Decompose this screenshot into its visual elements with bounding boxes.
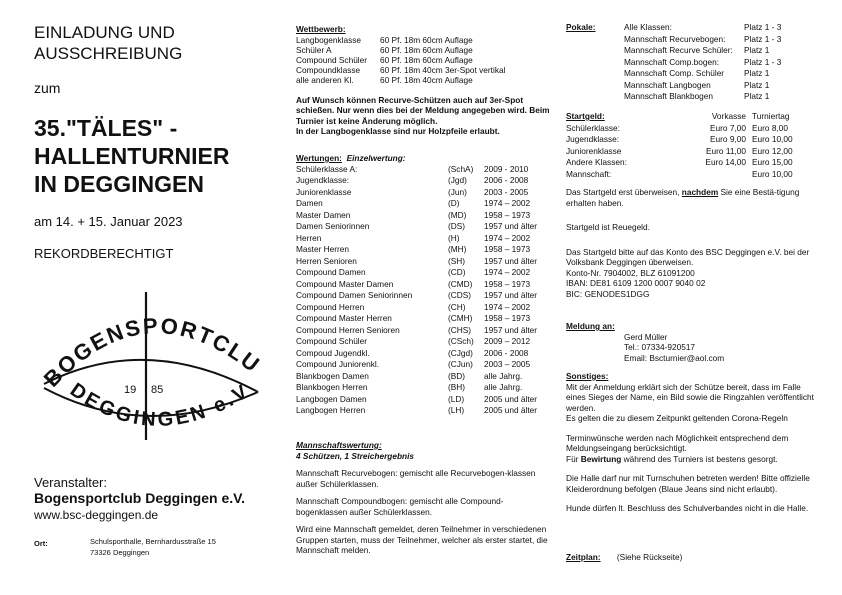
- wettbewerb-rule: 60 Pf. 18m 60cm Auflage: [380, 44, 473, 55]
- startgeld-row: [566, 134, 793, 146]
- pokal-platz: Platz 1: [744, 68, 770, 78]
- zeitplan-value: (Siehe Rückseite): [616, 552, 683, 562]
- startgeld-section: [566, 111, 816, 299]
- wertung-years: 1974 – 2002: [484, 301, 531, 312]
- konto-text: Das Startgeld bitte auf das Konto des BSC Deggingen e.V. bei der Volksbank Deggingen überweisen.: [566, 246, 810, 267]
- wertung-row: [296, 210, 537, 222]
- wettbewerb-class: alle anderen Kl.: [296, 75, 354, 86]
- logo-year-right: 85: [151, 384, 164, 396]
- wertung-years: 2005 und älter: [484, 393, 538, 404]
- wertung-code: (LH): [448, 405, 465, 415]
- startgeld-vorkasse: Euro 14,00: [705, 157, 746, 167]
- wertung-class: Blankbogen Damen: [296, 370, 369, 381]
- pokale-label-cell: [566, 57, 624, 69]
- mannschaft-p3: Wird eine Mannschaft gemeldet, deren Teilnehmer in verschiedenen Gruppen starten, muss der Teilnehmer, welcher als erster startet, die Mannschaft melden.: [296, 524, 548, 555]
- wertung-class: Jugendklasse:: [296, 175, 350, 185]
- sonstiges-p2b-c: während des Turniers ist bestens gesorgt.: [623, 453, 778, 464]
- pokal-class: Mannschaft Comp.bogen:: [624, 56, 720, 67]
- wertung-row: [296, 244, 537, 256]
- wertung-row: [296, 175, 537, 187]
- meldung-section: [566, 321, 816, 363]
- wertung-class: Langbogen Herren: [296, 405, 366, 415]
- wertung-class: Herren Senioren: [296, 255, 357, 266]
- pokal-platz: Platz 1: [744, 79, 770, 90]
- iban: IBAN: DE81 6109 1200 0007 9040 02: [566, 278, 706, 288]
- meldung-label: Meldung an:: [566, 321, 615, 331]
- wertung-class: Compound Master Herren: [296, 313, 392, 323]
- pokal-row: [566, 22, 781, 34]
- pokale-label-cell: [566, 45, 624, 57]
- website-link[interactable]: www.bsc-deggingen.de: [34, 508, 159, 522]
- startgeld-turniertag: Euro 12,00: [752, 145, 793, 156]
- startgeld-class: Jugendklasse:: [566, 134, 620, 144]
- pokal-platz: Platz 1: [744, 91, 770, 101]
- wertung-years: 1958 – 1973: [484, 244, 531, 254]
- wertung-code: (CDS): [448, 290, 472, 300]
- club-name: Bogensportclub Deggingen e.V.: [34, 490, 246, 506]
- pokale-label-cell: [566, 68, 624, 80]
- wertungen-section: [296, 153, 551, 417]
- wertung-class: Master Herren: [296, 244, 350, 254]
- wertung-class: Compound Herren: [296, 301, 365, 312]
- zeitplan-section: [566, 552, 816, 563]
- wertung-years: 1958 – 1973: [484, 209, 531, 220]
- club-logo: [36, 292, 266, 440]
- pokal-class: Mannschaft Recurve Schüler:: [624, 45, 733, 55]
- bic: BIC: GENODES1DGG: [566, 288, 650, 299]
- wertung-years: 2009 - 2010: [484, 163, 529, 174]
- pokal-class: Mannschaft Comp. Schüler: [624, 68, 725, 78]
- pokal-row: [566, 45, 781, 57]
- wettbewerb-section: [296, 24, 551, 137]
- svg-text:BOGENSPORTCLUB: [36, 292, 266, 392]
- wettbewerb-class: Compound Schüler: [296, 54, 368, 65]
- einzelwertung-label: Einzelwertung:: [346, 153, 406, 163]
- wertung-row: [296, 164, 537, 176]
- pokal-class: Mannschaft Recurvebogen:: [624, 33, 726, 44]
- wertung-row: [296, 302, 537, 314]
- wettbewerb-note: Auf Wunsch können Recurve-Schützen auch auf 3er-Spot schießen. Nur wenn dies bei der Meldung angegeben wird. Beim Turnier ist keine Änderung möglich.: [296, 94, 550, 126]
- pokal-row: [566, 68, 781, 80]
- wertung-years: 1957 und älter: [484, 221, 538, 231]
- wertung-years: 1958 – 1973: [484, 278, 531, 289]
- wertung-years: 1974 – 2002: [484, 267, 531, 277]
- event-title: [34, 114, 274, 198]
- rekord-text: REKORDBERECHTIGT: [34, 246, 174, 261]
- startgeld-class: Andere Klassen:: [566, 157, 627, 167]
- wettbewerb-table: [296, 35, 505, 86]
- wertung-code: (MD): [448, 209, 467, 220]
- wettbewerb-row: [296, 55, 505, 65]
- wertung-code: (D): [448, 198, 460, 208]
- wertung-row: [296, 313, 537, 325]
- wettbewerb-label: Wettbewerb:: [296, 24, 346, 34]
- wettbewerb-row: [296, 45, 505, 55]
- startgeld-row: [566, 123, 793, 135]
- logo-top-text: BOGENSPORTCLU: [38, 312, 266, 392]
- startgeld-class: Mannschaft:: [566, 168, 612, 179]
- wettbewerb-note2: In der Langbogenklasse sind nur Holzpfeile erlaubt.: [296, 126, 500, 137]
- wertung-code: (SchA): [448, 163, 474, 174]
- wertung-code: (CJun): [448, 359, 473, 369]
- startgeld-note-a: Das Startgeld erst überweisen,: [566, 187, 680, 197]
- ort-line2: 73326 Deggingen: [90, 548, 150, 557]
- sonstiges-p2b-b: Bewirtung: [580, 453, 622, 464]
- wertung-years: 1958 – 1973: [484, 313, 531, 323]
- wertung-row: [296, 256, 537, 268]
- meldung-email[interactable]: Email: Bscturnier@aol.com: [624, 352, 725, 363]
- wertung-code: (Jun): [448, 186, 467, 197]
- wertung-class: Compound Schüler: [296, 336, 368, 346]
- startgeld-col2: Turniertag: [752, 111, 790, 121]
- wertung-years: 2003 - 2005: [484, 186, 529, 197]
- wertung-code: (LD): [448, 393, 465, 404]
- wertung-code: (SH): [448, 255, 466, 266]
- wertung-class: Langbogen Damen: [296, 393, 367, 404]
- wettbewerb-row: [296, 65, 505, 75]
- heading-line2: AUSSCHREIBUNG: [34, 44, 183, 63]
- startgeld-turniertag: Euro 15,00: [752, 157, 793, 167]
- title-line2: HALLENTURNIER: [34, 143, 230, 169]
- ort-label: Ort:: [34, 539, 48, 548]
- pokal-class: Alle Klassen:: [624, 22, 672, 32]
- sonstiges-p1: Mit der Anmeldung erklärt sich der Schütze bereit, dass im Falle eines Sieges der Name, ein Bild sowie die Ringzahlen veröffentlicht werden.: [566, 381, 814, 413]
- ort-value: [90, 536, 216, 558]
- pokale-label-cell: [566, 34, 624, 46]
- mannschaft-p1: Mannschaft Recurvebogen: gemischt alle Recurvebogen-klassen außer Schülerklassen.: [296, 468, 536, 489]
- startgeld-row: [566, 146, 793, 158]
- wertung-row: [296, 325, 537, 337]
- wertung-years: 1957 und älter: [484, 290, 538, 300]
- reuegeld-text: Startgeld ist Reuegeld.: [566, 222, 650, 232]
- pokale-label-cell: [566, 91, 624, 103]
- veranstalter-label: Veranstalter:: [34, 475, 107, 490]
- sonstiges-p2b: [566, 454, 816, 465]
- wertung-row: [296, 382, 537, 394]
- pokal-class: Mannschaft Blankbogen: [624, 91, 714, 101]
- pokale-label-cell: [566, 80, 624, 92]
- event-date: am 14. + 15. Januar 2023: [34, 214, 183, 229]
- wertung-row: [296, 198, 537, 210]
- wertung-code: (CH): [448, 301, 466, 312]
- startgeld-note: [566, 187, 816, 208]
- pokal-platz: Platz 1: [744, 45, 770, 55]
- meldung-tel: Tel.: 07334-920517: [624, 342, 696, 352]
- pokal-row: [566, 34, 781, 46]
- wertung-class: Compoud Jugendkl.: [296, 347, 370, 358]
- pokale-section: [566, 22, 816, 103]
- title-line3: IN DEGGINGEN: [34, 171, 204, 197]
- sonstiges-label: Sonstiges:: [566, 371, 609, 381]
- startgeld-class: Schülerklasse:: [566, 122, 620, 133]
- wertung-code: (BH): [448, 382, 466, 392]
- wertung-years: 1957 und älter: [484, 324, 538, 335]
- wertung-class: Compound Damen: [296, 267, 366, 277]
- pokale-label-cell: Pokale:: [566, 22, 596, 32]
- wertung-code: (CHS): [448, 324, 472, 335]
- title-line1: 35."TÄLES" -: [34, 115, 178, 141]
- wertung-class: Blankbogen Herren: [296, 382, 368, 392]
- pokal-row: [566, 57, 781, 69]
- wertung-class: Juniorenklasse: [296, 186, 352, 197]
- wettbewerb-class: Schüler A: [296, 44, 332, 55]
- wertung-row: [296, 394, 537, 406]
- startgeld-vorkasse: [688, 169, 746, 181]
- wertung-row: [296, 187, 537, 199]
- zeitplan-label: Zeitplan:: [566, 552, 601, 562]
- ort-line1: Schulsporthalle, Bernhardusstraße 15: [90, 537, 216, 546]
- wettbewerb-rule: 60 Pf. 18m 40cm 3er-Spot vertikal: [380, 65, 506, 76]
- wertung-code: (H): [448, 232, 460, 243]
- wertung-class: Damen Seniorinnen: [296, 221, 370, 231]
- heading-line1: EINLADUNG UND: [34, 23, 175, 42]
- wertung-years: 2003 – 2005: [484, 359, 531, 369]
- startgeld-note-b: nachdem: [681, 187, 719, 197]
- pokal-row: [566, 91, 781, 103]
- pokale-table: [566, 22, 781, 103]
- startgeld-note-c: Sie eine Bestä-tigung erhalten haben.: [566, 187, 800, 208]
- logo-bottom-text: DEGGINGEN e.V: [65, 378, 253, 432]
- wettbewerb-rule: 60 Pf. 18m 60cm Auflage: [380, 54, 473, 65]
- wertung-class: Compound Damen Seniorinnen: [296, 290, 413, 300]
- wertung-code: (CMD): [448, 278, 473, 289]
- pokal-class: Mannschaft Langbogen: [624, 79, 711, 90]
- mannschaft-label: Mannschaftswertung:: [296, 440, 382, 450]
- wertung-code: (CSch): [448, 336, 474, 346]
- startgeld-table: [566, 111, 793, 180]
- wertung-code: (CMH): [448, 313, 473, 323]
- wertung-code: (BD): [448, 370, 466, 381]
- meldung-name: Gerd Müller: [624, 331, 668, 342]
- sonstiges-p3: Die Halle darf nur mit Turnschuhen betreten werden! Bitte offizielle Kleiderordnung befolgen (Blaue Jeans sind nicht erlaubt).: [566, 473, 810, 494]
- wertung-code: (MH): [448, 244, 467, 254]
- wertung-class: Herren: [296, 232, 322, 243]
- wertung-row: [296, 405, 537, 417]
- pokal-platz: Platz 1 - 3: [744, 56, 782, 67]
- wettbewerb-row: [296, 35, 505, 45]
- startgeld-vorkasse: Euro 9,00: [710, 134, 746, 144]
- wertung-row: [296, 279, 537, 291]
- heading: [34, 22, 264, 64]
- wertung-class: Compound Herren Senioren: [296, 324, 400, 335]
- wettbewerb-row: [296, 75, 505, 85]
- wertung-class: Damen: [296, 198, 323, 208]
- pokal-platz: Platz 1 - 3: [744, 33, 782, 44]
- startgeld-col1: Vorkasse: [711, 111, 746, 121]
- startgeld-row: [566, 169, 793, 181]
- wertung-class: Compound Master Damen: [296, 278, 394, 289]
- wettbewerb-class: Compoundklasse: [296, 65, 361, 76]
- wertung-row: [296, 371, 537, 383]
- startgeld-turniertag: Euro 10,00: [752, 168, 793, 179]
- wertung-years: alle Jahrg.: [484, 370, 523, 381]
- sonstiges-p1b: Es gelten die zu diesem Zeitpunkt geltenden Corona-Regeln: [566, 413, 788, 423]
- wertung-years: 1974 – 2002: [484, 232, 531, 243]
- wertung-row: [296, 221, 537, 233]
- pokal-platz: Platz 1 - 3: [744, 22, 782, 32]
- wertung-years: 2005 und älter: [484, 405, 538, 415]
- zum-text: zum: [34, 80, 61, 96]
- startgeld-class: Juniorenklasse: [566, 145, 622, 156]
- wertung-row: [296, 359, 537, 371]
- wertungen-table: [296, 164, 537, 417]
- wettbewerb-rule: 60 Pf. 18m 60cm Auflage: [380, 34, 473, 45]
- logo-year-left: 19: [124, 384, 137, 396]
- sonstiges-section: [566, 371, 816, 514]
- mannschaft-section: [296, 440, 551, 556]
- wertungen-label: Wertungen:: [296, 153, 342, 163]
- wertung-years: 1974 – 2002: [484, 198, 531, 208]
- wertung-code: (Jgd): [448, 175, 467, 185]
- sonstiges-p2: Terminwünsche werden nach Möglichkeit entsprechend dem Meldungseingang berücksichtigt.: [566, 432, 789, 453]
- konto-nr: Konto-Nr. 7904002, BLZ 61091200: [566, 267, 695, 278]
- pokal-row: [566, 80, 781, 92]
- mannschaft-p2: Mannschaft Compoundbogen: gemischt alle Compound-bogenklassen außer Schülerklassen.: [296, 496, 504, 517]
- wertung-row: [296, 290, 537, 302]
- wertung-row: [296, 348, 537, 360]
- wertung-row: [296, 336, 537, 348]
- startgeld-turniertag: Euro 10,00: [752, 134, 793, 144]
- startgeld-vorkasse: Euro 11,00: [706, 145, 746, 156]
- wertung-code: (CJgd): [448, 347, 473, 358]
- startgeld-label: Startgeld:: [566, 111, 605, 121]
- wertung-row: [296, 267, 537, 279]
- startgeld-vorkasse: Euro 7,00: [710, 122, 746, 133]
- startgeld-row: [566, 157, 793, 169]
- sonstiges-p2b-a: Für: [566, 453, 579, 464]
- wertung-class: Master Damen: [296, 209, 351, 220]
- wertung-class: Compound Juniorenkl.: [296, 359, 380, 369]
- wertung-years: alle Jahrg.: [484, 382, 523, 392]
- mannschaft-sub: 4 Schützen, 1 Streichergebnis: [296, 450, 415, 461]
- wettbewerb-rule: 60 Pf. 18m 40cm Auflage: [380, 75, 473, 86]
- wertung-code: (DS): [448, 221, 466, 231]
- wertung-class: Schülerklasse A:: [296, 163, 358, 174]
- startgeld-turniertag: Euro 8,00: [752, 122, 788, 133]
- sonstiges-p4: Hunde dürfen lt. Beschluss des Schulverbandes nicht in die Halle.: [566, 503, 809, 513]
- wertung-years: 2006 - 2008: [484, 175, 529, 185]
- wertung-years: 1957 und älter: [484, 255, 538, 266]
- wertung-row: [296, 233, 537, 245]
- wertung-years: 2009 – 2012: [484, 336, 531, 346]
- wettbewerb-class: Langbogenklasse: [296, 34, 362, 45]
- wertung-years: 2006 - 2008: [484, 347, 529, 358]
- wertung-code: (CD): [448, 267, 466, 277]
